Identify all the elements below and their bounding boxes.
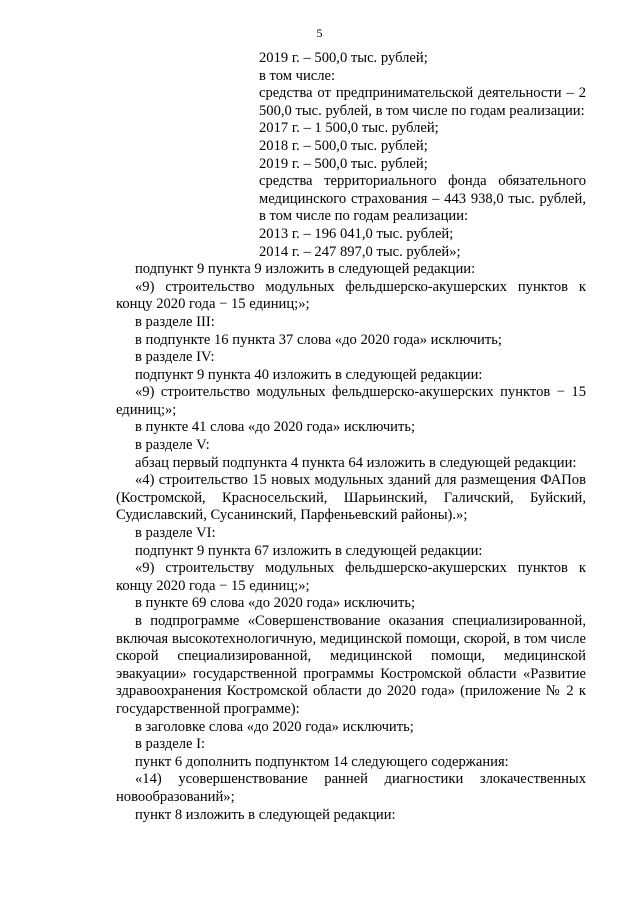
financing-2019: 2019 г. – 500,0 тыс. рублей; <box>259 50 428 66</box>
paragraph: в разделе I: <box>135 736 206 753</box>
document-body <box>116 50 586 824</box>
paragraph: пункт 8 изложить в следующей редакции: <box>135 806 396 823</box>
financing-entrepreneurial: средства от предпринимательской деятельности – 2 500,0 тыс. рублей, в том числе по годам реализации: <box>259 85 586 119</box>
financing-including: в том числе: <box>259 67 336 84</box>
financing-2019-b: 2019 г. – 500,0 тыс. рублей; <box>259 155 428 172</box>
paragraph: в подпрограмме «Совершенствование оказания специализированной, включая высокотехнологичную, медицинской помощи, скорой, в том числе скорой специализированной, медицинской помощи, медицинской эвакуации» государственной программы Костромской области «Развитие здравоохранения Костромской области до 2020 года» (приложение № 2 к государственной программе): <box>116 613 586 717</box>
paragraph: «14) усовершенствование ранней диагностики злокачественных новообразований»; <box>116 771 586 805</box>
paragraph: в заголовке слова «до 2020 года» исключить; <box>135 718 414 735</box>
page-number: 5 <box>316 26 323 40</box>
financing-oms: средства территориального фонда обязательного медицинского страхования – 443 938,0 тыс. рублей, в том числе по годам реализации: <box>259 173 586 225</box>
paragraph: абзац первый подпункта 4 пункта 64 изложить в следующей редакции: <box>135 454 577 471</box>
paragraph: «9) строительство модульных фельдшерско-акушерских пунктов − 15 единиц;»; <box>116 384 586 418</box>
paragraph: подпункт 9 пункта 40 изложить в следующей редакции: <box>135 366 483 383</box>
paragraph: подпункт 9 пункта 9 изложить в следующей редакции: <box>135 261 476 278</box>
financing-2013: 2013 г. – 196 041,0 тыс. рублей; <box>259 225 454 242</box>
paragraph: «9) строительство модульных фельдшерско-акушерских пунктов к концу 2020 года − 15 единиц;»; <box>116 278 586 313</box>
paragraph: в подпункте 16 пункта 37 слова «до 2020 года» исключить; <box>135 331 502 348</box>
paragraph: «4) строительство 15 новых модульных зданий для размещения ФАПов (Костромской, Красносельский, Шарьинский, Галичский, Буйский, Судиславский, Сусанинский, Парфеньевский районы).»; <box>116 472 586 524</box>
paragraph: в разделе IV: <box>135 349 215 366</box>
financing-2014: 2014 г. – 247 897,0 тыс. рублей»; <box>259 243 461 260</box>
financing-2018: 2018 г. – 500,0 тыс. рублей; <box>259 137 428 154</box>
paragraph: пункт 6 дополнить подпунктом 14 следующего содержания: <box>135 753 509 770</box>
paragraph: подпункт 9 пункта 67 изложить в следующей редакции: <box>135 542 483 559</box>
paragraph: «9) строительству модульных фельдшерско-акушерских пунктов к концу 2020 года − 15 единиц;»; <box>116 560 586 594</box>
paragraph: в пункте 41 слова «до 2020 года» исключить; <box>135 419 416 436</box>
financing-2017: 2017 г. – 1 500,0 тыс. рублей; <box>259 120 439 137</box>
paragraph: в пункте 69 слова «до 2020 года» исключить; <box>135 595 416 612</box>
paragraph: в разделе VI: <box>135 525 216 542</box>
paragraph: в разделе V: <box>135 437 210 454</box>
paragraph: в разделе III: <box>135 313 215 330</box>
